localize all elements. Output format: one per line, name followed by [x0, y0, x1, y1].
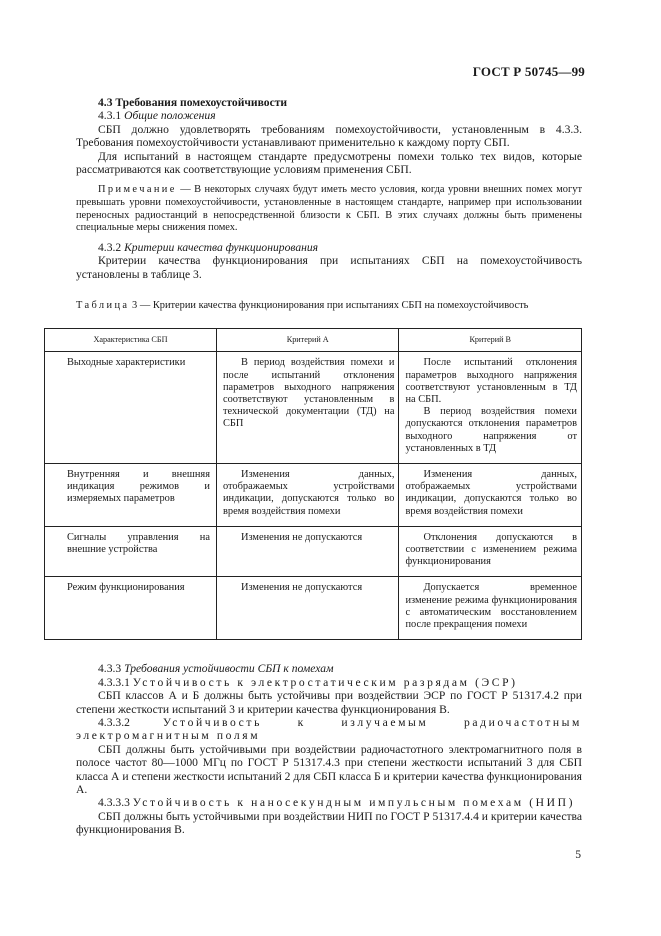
table-cell: [399, 352, 582, 464]
table-caption-label: Таблица: [76, 300, 130, 312]
note: [76, 184, 582, 234]
paragraph: СБП должно удовлетворять требованиям помехоустойчивости, установленным в 4.3.3. Требования помехоустойчивости устанавливают применительно к каждому порту СБП.: [76, 122, 582, 150]
page-content: [67, 96, 582, 837]
column-header: Критерий В: [399, 329, 582, 352]
column-header: Характеристика СБП: [45, 329, 217, 352]
table-caption-text: 3 — Критерии качества функционирования при испытаниях СБП на помехоустойчивость: [129, 300, 529, 312]
table-cell: Режим функционирования: [45, 577, 217, 640]
table-row: [45, 352, 582, 464]
table-cell: Изменения данных, отображаемых устройствами индикации, допускаются только во время воздействия помехи: [399, 464, 582, 527]
paragraph: Для испытаний в настоящем стандарте предусмотрены помехи только тех видов, которые рассматриваются как соответствующие условиям применения СБП.: [76, 149, 582, 177]
section-title: Устойчивость к излучаемым радиочастотным электромагнитным полям: [76, 715, 582, 743]
section-4-3-3-3-heading: [76, 796, 582, 809]
section-number: 4.3.3: [98, 662, 122, 676]
section-number: 4.3.3.2: [98, 715, 130, 729]
table-row: [45, 464, 582, 527]
page-number: 5: [575, 848, 581, 861]
section-title: Общие положения: [124, 109, 216, 123]
table-cell: Внутренняя и внешняя индикация режимов и измеряемых параметров: [45, 464, 217, 527]
section-title: Критерии качества функционирования: [124, 240, 319, 254]
note-label: Примечание: [98, 184, 177, 196]
table-header-row: [45, 329, 582, 352]
cell-text: После испытаний отклонения параметров выходного напряжения соответствуют установленным в ТД на СБП.: [405, 357, 577, 406]
note-text: — В некоторых случаях будут иметь место условия, когда уровни внешних помех могут превышать уровни помехоустойчивости, установленные в настоящем стандарте, например при использовании переносных радиостанций в непосредственной близости к СБП. В этих случаях должны быть применены специальные меры снижения помех.: [76, 184, 582, 234]
paragraph: СБП должны быть устойчивыми при воздействии НИП по ГОСТ Р 51317.4.4 и критерии качества функционирования В.: [76, 809, 582, 837]
table-cell: Отклонения допускаются в соответствии с изменением режима функционирования: [399, 526, 582, 577]
paragraph: СБП классов А и Б должны быть устойчивы при воздействии ЭСР по ГОСТ Р 51317.4.2 при степени жесткости испытаний 3 и критерии качества функционирования В.: [76, 689, 582, 716]
section-title: Устойчивость к электростатическим разрядам (ЭСР): [132, 675, 518, 689]
section-title: Устойчивость к наносекундным импульсным помехам (НИП): [132, 796, 576, 810]
criteria-table: [44, 328, 582, 640]
table-row: [45, 577, 582, 640]
table-cell: Допускается временное изменение режима функционирования с автоматическим восстановлением после прекращения помехи: [399, 577, 582, 640]
cell-text: В период воздействия помехи допускаются отклонения параметров выходного напряжения от установленных в ТД: [405, 406, 577, 454]
table-cell: Сигналы управления на внешние устройства: [45, 526, 217, 577]
paragraph: СБП должны быть устойчивыми при воздействии радиочастотного электромагнитного поля в полосе частот 80—1000 МГц по ГОСТ Р 51317.4.3 при степени жесткости испытаний 3 для СБП класса А и степени жесткости испытаний 2 для СБП класса Б и критерии качества функционирования А.: [76, 742, 582, 796]
table-cell: В период воздействия помехи и после испытаний отклонения параметров выходного напряжения соответствуют установленным в технической документации (ТД) на СБП: [216, 352, 399, 464]
section-title: Требования устойчивости СБП к помехам: [124, 662, 334, 676]
table-cell: Выходные характеристики: [45, 352, 217, 464]
section-4-3-1-heading: [76, 109, 582, 122]
column-header: Критерий А: [216, 329, 399, 352]
section-number: 4.3.1: [98, 109, 122, 123]
section-4-3-title: 4.3 Требования помехоустойчивости: [98, 96, 288, 109]
table-cell: Изменения не допускаются: [216, 577, 399, 640]
section-4-3-3-1-heading: [76, 676, 582, 689]
section-number: 4.3.3.1: [98, 675, 130, 689]
section-number: 4.3.2: [98, 240, 122, 254]
table-cell: Изменения данных, отображаемых устройствами индикации, допускаются только во время воздействия помехи: [216, 464, 399, 527]
table-cell: Изменения не допускаются: [216, 526, 399, 577]
section-4-3-3-2-heading: [76, 716, 582, 743]
section-4-3-2-heading: [76, 241, 582, 254]
table-row: [45, 526, 582, 577]
section-number: 4.3.3.3: [98, 796, 130, 810]
document-code: ГОСТ Р 50745—99: [472, 64, 585, 79]
section-4-3-3-heading: [76, 662, 582, 675]
paragraph: Критерии качества функционирования при испытаниях СБП на помехоустойчивость установлены в таблице 3.: [76, 254, 582, 281]
table-caption: [76, 299, 582, 312]
